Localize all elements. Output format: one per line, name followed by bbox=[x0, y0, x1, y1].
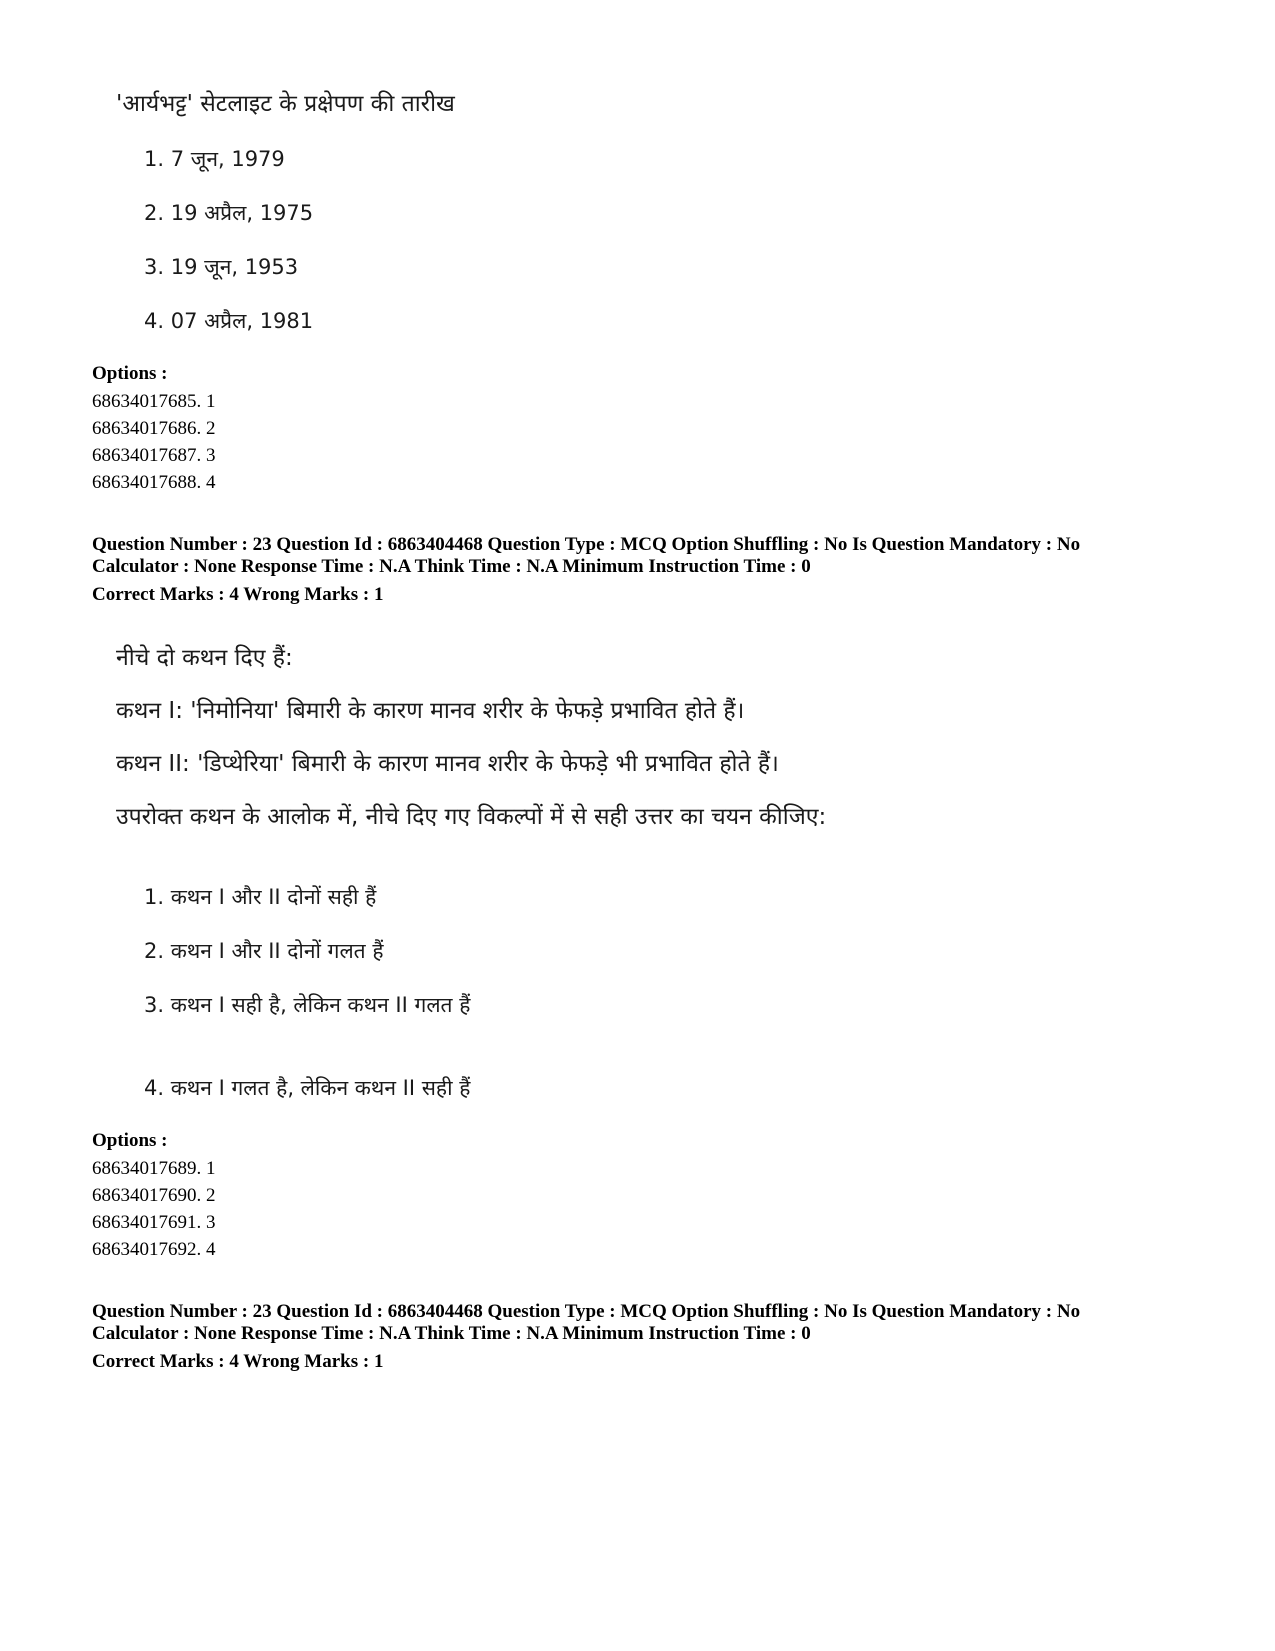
options-label: Options : bbox=[92, 1130, 168, 1151]
statement-intro: नीचे दो कथन दिए हैं: bbox=[116, 645, 293, 671]
option-id-3: 68634017687. 3 bbox=[92, 445, 216, 466]
options-label: Options : bbox=[92, 363, 168, 384]
option-id-2: 68634017686. 2 bbox=[92, 418, 216, 439]
option-id-1: 68634017685. 1 bbox=[92, 391, 216, 412]
meta-line-2: Calculator : None Response Time : N.A Think Time : N.A Minimum Instruction Time : 0 bbox=[92, 556, 811, 577]
question-meta bbox=[92, 534, 1212, 606]
answer-choice-2: 2. 19 अप्रैल, 1975 bbox=[144, 201, 314, 225]
answer-choice-3: 3. 19 जून, 1953 bbox=[144, 255, 299, 279]
answer-choice-2: 2. कथन I और II दोनों गलत हैं bbox=[144, 939, 384, 963]
option-id-3: 68634017691. 3 bbox=[92, 1212, 216, 1233]
answer-choice-4: 4. कथन I गलत है, लेकिन कथन II सही हैं bbox=[144, 1076, 471, 1100]
meta-line-3: Correct Marks : 4 Wrong Marks : 1 bbox=[92, 1351, 384, 1372]
statement-1: कथन I: 'निमोनिया' बिमारी के कारण मानव शरीर के फेफड़े प्रभावित होते हैं। bbox=[116, 698, 745, 724]
answer-choice-1: 1. 7 जून, 1979 bbox=[144, 147, 285, 171]
answer-choice-4: 4. 07 अप्रैल, 1981 bbox=[144, 309, 314, 333]
meta-line-2: Calculator : None Response Time : N.A Think Time : N.A Minimum Instruction Time : 0 bbox=[92, 1323, 811, 1344]
meta-line-1: Question Number : 23 Question Id : 6863404468 Question Type : MCQ Option Shuffling : No Is Question Mandatory : No bbox=[92, 534, 1081, 555]
meta-line-1: Question Number : 23 Question Id : 6863404468 Question Type : MCQ Option Shuffling : No Is Question Mandatory : No bbox=[92, 1301, 1081, 1322]
answer-choice-3: 3. कथन I सही है, लेकिन कथन II गलत हैं bbox=[144, 993, 471, 1017]
statement-instruction: उपरोक्त कथन के आलोक में, नीचे दिए गए विकल्पों में से सही उत्तर का चयन कीजिए: bbox=[116, 804, 827, 830]
question-meta bbox=[92, 1301, 1212, 1373]
answer-choice-1: 1. कथन I और II दोनों सही हैं bbox=[144, 885, 377, 909]
option-id-4: 68634017692. 4 bbox=[92, 1239, 216, 1260]
option-id-1: 68634017689. 1 bbox=[92, 1158, 216, 1179]
option-id-4: 68634017688. 4 bbox=[92, 472, 216, 493]
question-text: 'आर्यभट्ट' सेटलाइट के प्रक्षेपण की तारीख bbox=[116, 91, 455, 117]
statement-2: कथन II: 'डिप्थेरिया' बिमारी के कारण मानव शरीर के फेफड़े भी प्रभावित होते हैं। bbox=[116, 751, 779, 777]
meta-line-3: Correct Marks : 4 Wrong Marks : 1 bbox=[92, 584, 384, 605]
option-id-2: 68634017690. 2 bbox=[92, 1185, 216, 1206]
